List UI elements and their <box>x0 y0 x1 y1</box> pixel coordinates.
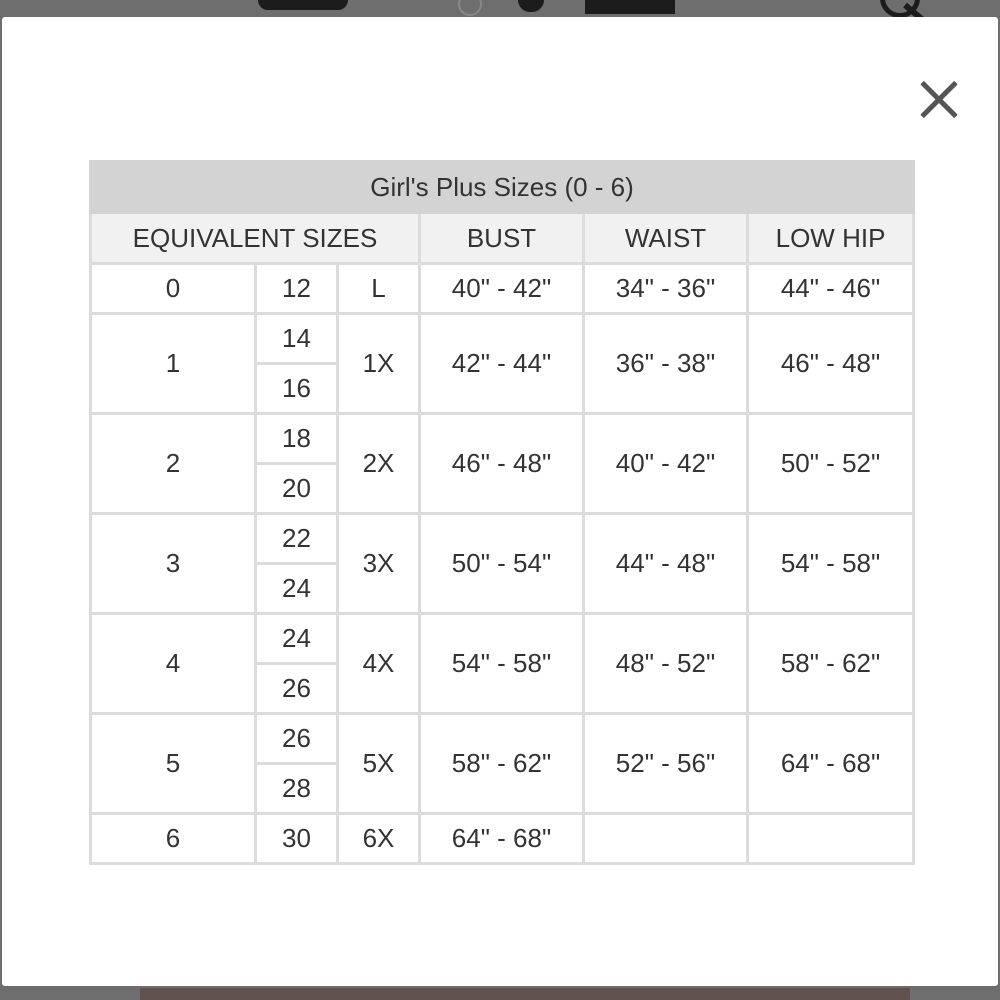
waist-cell: 52" - 56" <box>584 714 748 814</box>
bust-cell: 54" - 58" <box>420 614 584 714</box>
bust-cell: 42" - 44" <box>420 314 584 414</box>
numeric-size-cell: 26 <box>256 664 338 714</box>
header-waist: WAIST <box>584 213 748 264</box>
numeric-size-cell: 18 <box>256 414 338 464</box>
letter-size-cell: 5X <box>338 714 420 814</box>
bust-cell: 46" - 48" <box>420 414 584 514</box>
letter-size-cell: 6X <box>338 814 420 864</box>
low-hip-cell: 54" - 58" <box>748 514 914 614</box>
table-row <box>91 614 914 664</box>
numeric-size-cell: 30 <box>256 814 338 864</box>
size-cell: 5 <box>91 714 256 814</box>
numeric-size-cell: 24 <box>256 614 338 664</box>
numeric-size-cell: 22 <box>256 514 338 564</box>
low-hip-cell: 44" - 46" <box>748 264 914 314</box>
bust-cell: 40" - 42" <box>420 264 584 314</box>
letter-size-cell: 3X <box>338 514 420 614</box>
bust-cell: 50" - 54" <box>420 514 584 614</box>
table-row <box>91 714 914 764</box>
letter-size-cell: L <box>338 264 420 314</box>
letter-size-cell: 4X <box>338 614 420 714</box>
waist-cell: 44" - 48" <box>584 514 748 614</box>
size-cell: 3 <box>91 514 256 614</box>
background-product-image <box>518 0 544 12</box>
letter-size-cell: 2X <box>338 414 420 514</box>
waist-cell: 34" - 36" <box>584 264 748 314</box>
table-row <box>91 314 914 364</box>
header-equivalent-sizes: EQUIVALENT SIZES <box>91 213 420 264</box>
low-hip-cell: 46" - 48" <box>748 314 914 414</box>
numeric-size-cell: 26 <box>256 714 338 764</box>
bust-cell: 58" - 62" <box>420 714 584 814</box>
table-row <box>91 414 914 464</box>
table-row <box>91 514 914 564</box>
size-cell: 1 <box>91 314 256 414</box>
waist-cell: 40" - 42" <box>584 414 748 514</box>
low-hip-cell: 64" - 68" <box>748 714 914 814</box>
background-product-image <box>585 0 675 14</box>
size-cell: 4 <box>91 614 256 714</box>
close-icon[interactable] <box>914 75 964 125</box>
table-row <box>91 264 914 314</box>
size-chart-table <box>89 160 915 865</box>
numeric-size-cell: 16 <box>256 364 338 414</box>
size-cell: 6 <box>91 814 256 864</box>
table-row <box>91 814 914 864</box>
numeric-size-cell: 24 <box>256 564 338 614</box>
header-bust: BUST <box>420 213 584 264</box>
numeric-size-cell: 12 <box>256 264 338 314</box>
background-text <box>140 988 910 1000</box>
numeric-size-cell: 14 <box>256 314 338 364</box>
low-hip-cell <box>748 814 914 864</box>
numeric-size-cell: 28 <box>256 764 338 814</box>
bust-cell: 64" - 68" <box>420 814 584 864</box>
waist-cell <box>584 814 748 864</box>
table-title: Girl's Plus Sizes (0 - 6) <box>91 162 914 213</box>
header-low-hip: LOW HIP <box>748 213 914 264</box>
size-cell: 0 <box>91 264 256 314</box>
waist-cell: 48" - 52" <box>584 614 748 714</box>
waist-cell: 36" - 38" <box>584 314 748 414</box>
numeric-size-cell: 20 <box>256 464 338 514</box>
low-hip-cell: 58" - 62" <box>748 614 914 714</box>
letter-size-cell: 1X <box>338 314 420 414</box>
background-product-image <box>258 0 348 10</box>
background-carousel-dot <box>458 0 482 16</box>
low-hip-cell: 50" - 52" <box>748 414 914 514</box>
size-cell: 2 <box>91 414 256 514</box>
